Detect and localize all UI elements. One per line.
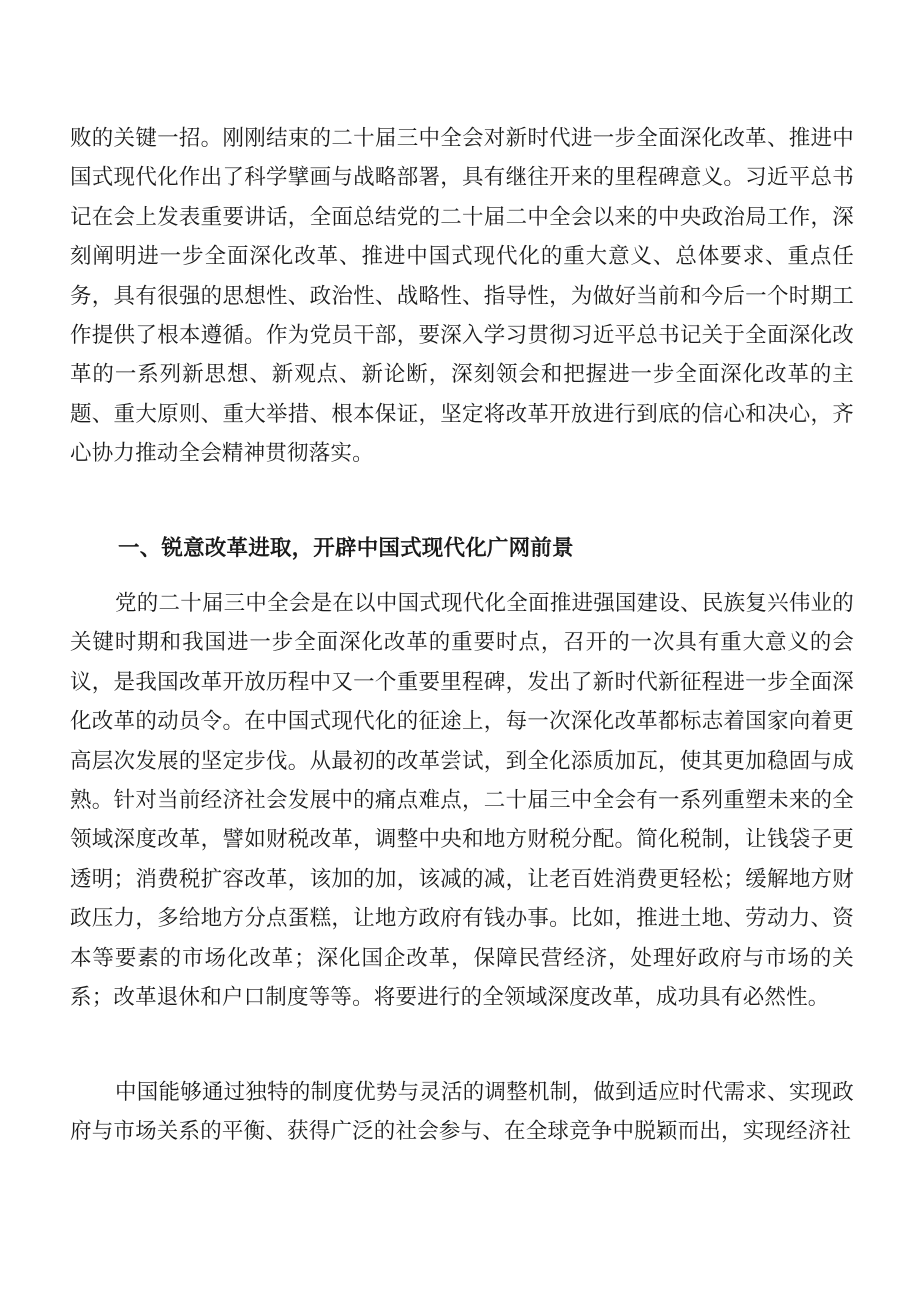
body-paragraph: 党的二十届三中全会是在以中国式现代化全面推进强国建设、民族复兴伟业的关键时期和我国进一步全面深化改革的重要时点，召开的一次具有重大意义的会议，是我国改革开放历程中又一个重要里程碑，发出了新时代新征程进一步全面深化改革的动员令。在中国式现代化的征途上，每一次深化改革都标志着国家向着更高层次发展的坚定步伐。从最初的改革尝试，到全化添质加瓦，使其更加稳固与成熟。针对当前经济社会发展中的痛点难点，二十届三中全会有一系列重塑未来的全领域深度改革，譬如财税改革，调整中央和地方财税分配。简化税制，让钱袋子更透明；消费税扩容改革，该加的加，该减的减，让老百姓消费更轻松；缓解地方财政压力，多给地方分点蛋糕，让地方政府有钱办事。比如，推进土地、劳动力、资本等要素的市场化改革；深化国企改革，保障民营经济，处理好政府与市场的关系；改革退休和户口制度等等。将要进行的全领域深度改革，成功具有必然性。 [70,591,854,1011]
body-paragraph: 中国能够通过独特的制度优势与灵活的调整机制，做到适应时代需求、实现政府与市场关系的平衡、获得广泛的社会参与、在全球竞争中脱颖而出，实现经济社 [70,1080,854,1145]
body-paragraph: 败的关键一招。刚刚结束的二十届三中全会对新时代进一步全面深化改革、推进中国式现代化作出了科学擘画与战略部署，具有继往开来的里程碑意义。习近平总书记在会上发表重要讲话，全面总结党的二十届二中全会以来的中央政治局工作，深刻阐明进一步全面深化改革、推进中国式现代化的重大意义、总体要求、重点任务，具有很强的思想性、政治性、战略性、指导性，为做好当前和今后一个时期工作提供了根本遵循。作为党员干部，要深入学习贯彻习近平总书记关于全面深化改革的一系列新思想、新观点、新论断，深刻领会和把握进一步全面深化改革的主题、重大原则、重大举措、根本保证，坚定将改革开放进行到底的信心和决心，齐心协力推动全会精神贯彻落实。 [70,126,854,467]
section-heading: 一、锐意改革进取，开辟中国式现代化广网前景 [118,536,574,561]
